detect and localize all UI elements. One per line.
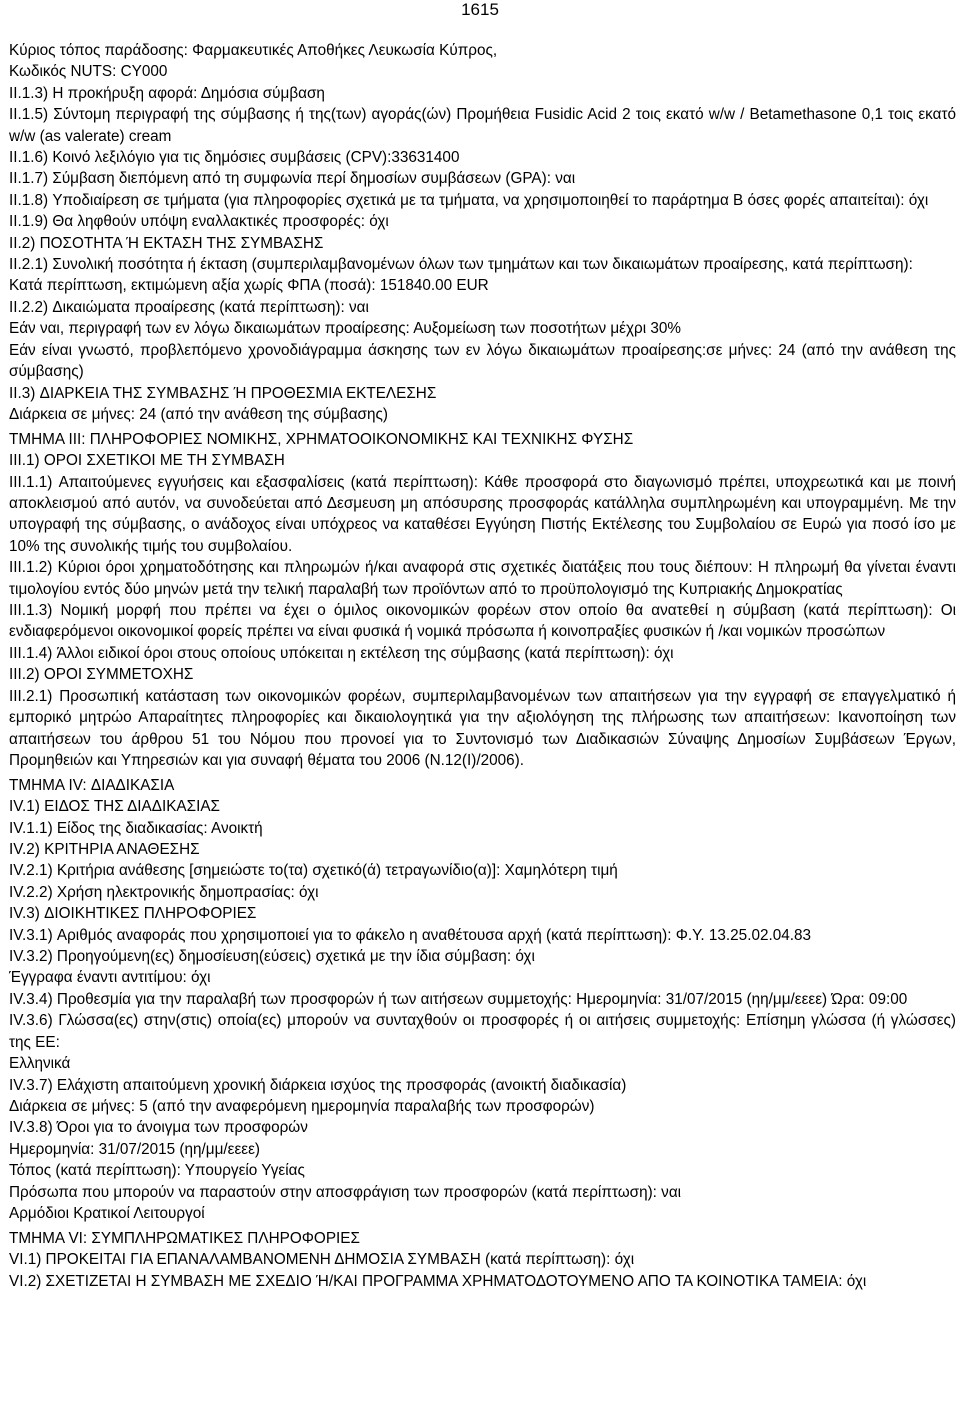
paragraph: Κύριος τόπος παράδοσης: Φαρμακευτικές Αποθήκες Λευκωσία Κύπρος, [9,42,498,59]
paragraph: IV.1) ΕΙΔΟΣ ΤΗΣ ΔΙΑΔΙΚΑΣΙΑΣ [9,798,220,816]
paragraph: IV.3.6) Γλώσσα(ες) στην(στις) οποία(ες) μπορούν να συνταχθούν οι προσφορές ή οι αιτήσεις συμμετοχής: Επίσημη γλώσσα (ή γλώσσες) της ΕΕ: [9,1012,956,1051]
paragraph: II.2) ΠΟΣΟΤΗΤΑ Ή ΕΚΤΑΣΗ ΤΗΣ ΣΥΜΒΑΣΗΣ [9,234,324,252]
paragraph: Κατά περίπτωση, εκτιμώμενη αξία χωρίς ΦΠΑ (ποσά): 151840.00 EUR [9,277,489,295]
paragraph: ΤΜΗΜΑ VI: ΣΥΜΠΛΗΡΩΜΑΤΙΚΕΣ ΠΛΗΡΟΦΟΡΙΕΣ [9,1229,360,1247]
paragraph: IV.3) ΔΙΟΙΚΗΤΙΚΕΣ ΠΛΗΡΟΦΟΡΙΕΣ [9,905,257,923]
paragraph: Διάρκεια σε μήνες: 24 (από την ανάθεση της σύμβασης) [9,405,388,423]
paragraph: III.1) ΟΡΟΙ ΣΧΕΤΙΚΟΙ ΜΕ ΤΗ ΣΥΜΒΑΣΗ [9,452,285,470]
paragraph: VI.1) ΠΡΟΚΕΙΤΑΙ ΓΙΑ ΕΠΑΝΑΛΑΜΒΑΝΟΜΕΝΗ ΔΗΜΟΣΙΑ ΣΥΜΒΑΣΗ (κατά περίπτωση): όχι [9,1251,635,1269]
paragraph: II.1.6) Κοινό λεξιλόγιο για τις δημόσιες συμβάσεις (CPV):33631400 [9,149,460,167]
paragraph: III.2.1) Προσωπική κατάσταση των οικονομικών φορέων, συμπεριλαμβανομένων των απαιτήσεων για την εγγραφή σε επαγγελματικό ή εμπορικό μητρώο Απαραίτητες πληροφορίες και δικαιολογητικά για την αξιολόγηση της πλήρωσης των απαιτήσεων: Ικανοποίηση των απαιτήσεων του άρθρου 51 του Νόμου που προνοεί για το Συντονισμό των Διαδικασιών Σύναψης Δημοσίων Συμβάσεων Έργων, Προμηθειών και Υπηρεσιών και για συναφή θέματα του 2006 (Ν.12(Ι)/2006). [9,687,956,769]
paragraph: II.3) ΔΙΑΡΚΕΙΑ ΤΗΣ ΣΥΜΒΑΣΗΣ Ή ΠΡΟΘΕΣΜΙΑ ΕΚΤΕΛΕΣΗΣ [9,384,437,402]
paragraph: II.2.2) Δικαιώματα προαίρεσης (κατά περίπτωση): ναι [9,298,369,316]
paragraph: Έγγραφα έναντι αντιτίμου: όχι [9,969,211,987]
paragraph: II.1.8) Υποδιαίρεση σε τμήματα (για πληροφορίες σχετικά με τα τμήματα, να χρησιμοποιηθεί το παράρτημα Β όσες φορές απαιτείται): όχι [9,191,929,209]
page-number: 1615 [461,0,499,19]
paragraph: IV.2.2) Χρήση ηλεκτρονικής δημοπρασίας: όχι [9,883,319,901]
paragraph: II.2.1) Συνολική ποσότητα ή έκταση (συμπεριλαμβανομένων όλων των τμημάτων και των δικαιωμάτων προαίρεσης, κατά περίπτωση): [9,256,913,274]
paragraph: IV.3.4) Προθεσμία για την παραλαβή των προσφορών ή των αιτήσεων συμμετοχής: Ημερομηνία: 31/07/2015 (ηη/μμ/εεεε) Ώρα: 09:00 [9,990,908,1008]
paragraph: IV.3.7) Ελάχιστη απαιτούμενη χρονική διάρκεια ισχύος της προσφοράς (ανοικτή διαδικασία) [9,1076,627,1094]
paragraph: Τόπος (κατά περίπτωση): Υπουργείο Υγείας [9,1162,305,1180]
document-body [9,40,956,1292]
paragraph: III.1.3) Νομική μορφή που πρέπει να έχει ο όμιλος οικονομικών φορέων στον οποίο θα ανατεθεί η σύμβαση (κατά περίπτωση): Οι ενδιαφερόμενοι οικονομικοί φορείς πρέπει να είναι φυσικά ή νομικά πρόσωπα ή κοινοπραξίες φυσικών ή /και νομικών προσώπων [9,602,956,641]
paragraph: II.1.7) Σύμβαση διεπόμενη από τη συμφωνία περί δημοσίων συμβάσεων (GPA): ναι [9,170,576,188]
paragraph: Κωδικός NUTS: CY000 [9,63,168,81]
paragraph: IV.1.1) Είδος της διαδικασίας: Ανοικτή [9,819,263,837]
paragraph: IV.3.8) Όροι για το άνοιγμα των προσφορών [9,1119,308,1137]
paragraph: III.1.1) Απαιτούμενες εγγυήσεις και εξασφαλίσεις (κατά περίπτωση): Κάθε προσφορά στο διαγωνισμό πρέπει, υποχρεωτικά και με ποινή αποκλεισμού από αυτόν, να συνοδεύεται από Δεσμευση μη απόσυρσης προσφοράς κατάλληλα συμπληρωμένη και υπογραμμένη. Με την υπογραφή της σύμβασης, ο ανάδοχος είναι υπόχρεος να καταθέσει Εγγύηση Πιστής Εκτέλεσης του Συμβολαίου σε Ευρώ για ποσό ίσο με 10% της συνολικής τιμής του συμβολαίου. [9,473,956,555]
paragraph: III.1.4) Άλλοι ειδικοί όροι στους οποίους υπόκειται η εκτέλεση της σύμβασης (κατά περίπτωση): όχι [9,644,674,662]
paragraph: Ημερομηνία: 31/07/2015 (ηη/μμ/εεεε) [9,1140,261,1158]
paragraph: II.1.5) Σύντομη περιγραφή της σύμβασης ή της(των) αγοράς(ών) Προμήθεια Fusidic Acid 2 τοις εκατό w/w / Betamethasone 0,1 τοις εκατό w/w (as valerate) cream [9,106,956,145]
paragraph: II.1.9) Θα ληφθούν υπόψη εναλλακτικές προσφορές: όχι [9,213,389,231]
paragraph: IV.2) ΚΡΙΤΗΡΙΑ ΑΝΑΘΕΣΗΣ [9,841,200,859]
paragraph: ΤΜΗΜΑ IV: ΔΙΑΔΙΚΑΣΙΑ [9,776,175,794]
paragraph: Διάρκεια σε μήνες: 5 (από την αναφερόμενη ημερομηνία παραλαβής των προσφορών) [9,1097,595,1115]
paragraph: III.2) ΟΡΟΙ ΣΥΜΜΕΤΟΧΗΣ [9,666,194,684]
paragraph: IV.2.1) Κριτήρια ανάθεσης [σημειώστε το(τα) σχετικό(ά) τετραγωνίδιο(α)]: Χαμηλότερη τιμή [9,862,618,880]
paragraph: Εάν ναι, περιγραφή των εν λόγω δικαιωμάτων προαίρεσης: Αυξομείωση των ποσοτήτων μέχρι 30% [9,320,681,338]
paragraph: Αρμόδιοι Κρατικοί Λειτουργοί [9,1204,205,1222]
paragraph: IV.3.1) Αριθμός αναφοράς που χρησιμοποιεί για το φάκελο η αναθέτουσα αρχή (κατά περίπτωση): Φ.Υ. 13.25.02.04.83 [9,926,811,944]
paragraph: VI.2) ΣΧΕΤΙΖΕΤΑΙ Η ΣΥΜΒΑΣΗ ΜΕ ΣΧΕΔΙΟ Ή/ΚΑΙ ΠΡΟΓΡΑΜΜΑ ΧΡΗΜΑΤΟΔΟΤΟΥΜΕΝΟ ΑΠΟ ΤΑ ΚΟΙΝΟΤΙΚΑ ΤΑΜΕΙΑ: όχι [9,1272,867,1290]
paragraph: III.1.2) Κύριοι όροι χρηματοδότησης και πληρωμών ή/και αναφορά στις σχετικές διατάξεις που τους διέπουν: Η πληρωμή θα γίνεται έναντι τιμολογίου εντός δύο μηνών μετά την τελική παραλαβή των προϊόντων από το προϋπολογισμό της Κυπριακής Δημοκρατίας [9,559,956,598]
paragraph: Πρόσωπα που μπορούν να παραστούν στην αποσφράγιση των προσφορών (κατά περίπτωση): ναι [9,1183,682,1201]
paragraph: II.1.3) Η προκήρυξη αφορά: Δημόσια σύμβαση [9,84,325,102]
paragraph: IV.3.2) Προηγούμενη(ες) δημοσίευση(εύσεις) σχετικά με την ίδια σύμβαση: όχι [9,948,535,966]
paragraph: Ελληνικά [9,1055,71,1073]
paragraph: Εάν είναι γνωστό, προβλεπόμενο χρονοδιάγραμμα άσκησης των εν λόγω δικαιωμάτων προαίρεσης:σε μήνες: 24 (από την ανάθεση της σύμβασης) [9,341,956,381]
paragraph: ΤΜΗΜΑ III: ΠΛΗΡΟΦΟΡΙΕΣ ΝΟΜΙΚΗΣ, ΧΡΗΜΑΤΟΟΙΚΟΝΟΜΙΚΗΣ ΚΑΙ ΤΕΧΝΙΚΗΣ ΦΥΣΗΣ [9,430,634,448]
